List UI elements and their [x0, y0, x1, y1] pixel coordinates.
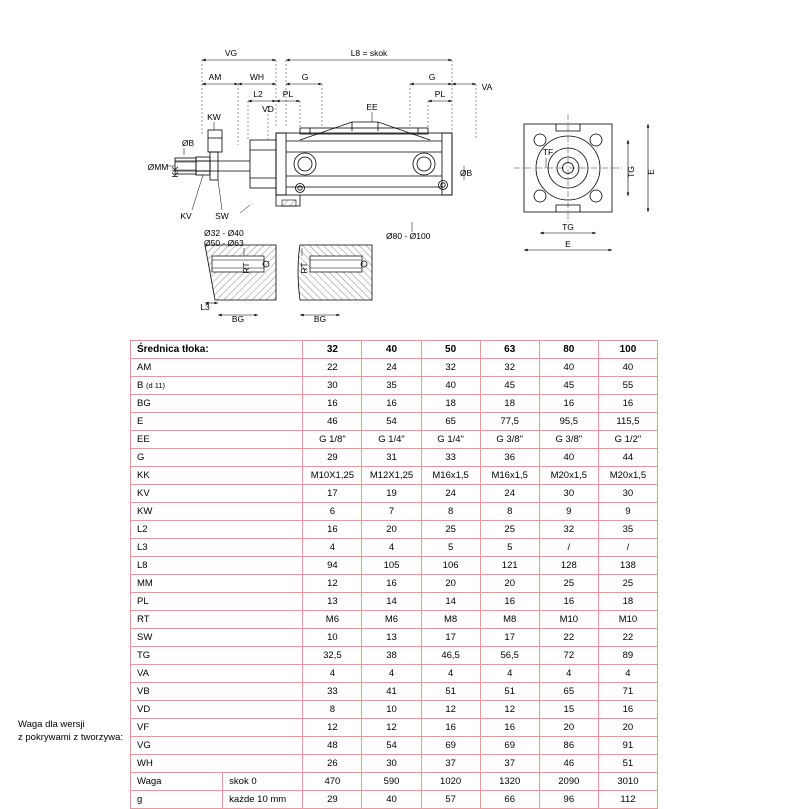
label-range-80-100: Ø80 - Ø100	[386, 231, 431, 241]
specification-table-body	[131, 341, 658, 809]
table-header-label: Średnica tłoka:	[131, 341, 303, 359]
label-e-right: E	[646, 169, 656, 175]
label-bg-left: BG	[231, 314, 245, 324]
table-cell: 10	[362, 701, 421, 719]
table-cell: 51	[480, 683, 539, 701]
table-cell: 121	[480, 557, 539, 575]
table-row	[131, 557, 658, 575]
table-row	[131, 737, 658, 755]
table-cell: M8	[421, 611, 480, 629]
label-l2: L2	[253, 89, 263, 99]
table-cell: 54	[362, 737, 421, 755]
table-cell: 46	[303, 413, 362, 431]
table-cell: 17	[303, 485, 362, 503]
table-row-label: VD	[131, 701, 303, 719]
table-row-label: VB	[131, 683, 303, 701]
table-cell: 16	[480, 593, 539, 611]
table-cell: M6	[362, 611, 421, 629]
table-row-label: Waga	[131, 773, 223, 791]
table-cell: 4	[303, 539, 362, 557]
table-cell: 46	[539, 755, 598, 773]
table-cell: G 1/8"	[303, 431, 362, 449]
table-cell: 16	[421, 719, 480, 737]
table-header-row	[131, 341, 658, 359]
specification-table	[130, 340, 658, 809]
table-row	[131, 629, 658, 647]
label-range-50-63: Ø50 - Ø63	[204, 238, 244, 248]
table-row	[131, 503, 658, 521]
table-row-label: L8	[131, 557, 303, 575]
table-cell: 18	[598, 593, 657, 611]
table-row	[131, 539, 658, 557]
table-row	[131, 701, 658, 719]
table-cell: 12	[303, 719, 362, 737]
table-cell: 66	[480, 791, 539, 809]
table-row-label: MM	[131, 575, 303, 593]
label-vb: ØB	[459, 168, 473, 178]
table-row	[131, 575, 658, 593]
table-cell: 12	[421, 701, 480, 719]
table-row	[131, 593, 658, 611]
table-row	[131, 431, 658, 449]
table-cell: 54	[362, 413, 421, 431]
table-cell: 4	[480, 665, 539, 683]
label-va: VA	[481, 82, 493, 92]
table-cell: 12	[480, 701, 539, 719]
label-rt-right: RT	[299, 262, 309, 274]
table-cell: 20	[598, 719, 657, 737]
table-cell: 3010	[598, 773, 657, 791]
table-cell: G 1/4"	[362, 431, 421, 449]
table-row-label: AM	[131, 359, 303, 377]
table-cell: 30	[362, 755, 421, 773]
table-cell: 32	[421, 359, 480, 377]
table-row	[131, 521, 658, 539]
table-cell: 25	[421, 521, 480, 539]
label-vg: VG	[224, 48, 238, 58]
table-cell: M10X1,25	[303, 467, 362, 485]
table-row-label: G	[131, 449, 303, 467]
table-cell: 4	[539, 665, 598, 683]
table-cell: 17	[480, 629, 539, 647]
table-cell: G 1/2"	[598, 431, 657, 449]
label-b: ØB	[181, 138, 195, 148]
table-cell: /	[598, 539, 657, 557]
table-cell: 590	[362, 773, 421, 791]
table-row-weight	[131, 773, 658, 791]
label-tg-bottom: TG	[562, 222, 574, 232]
table-cell: 44	[598, 449, 657, 467]
table-row-label: VF	[131, 719, 303, 737]
table-cell: 37	[421, 755, 480, 773]
table-cell: 45	[480, 377, 539, 395]
table-cell: 1320	[480, 773, 539, 791]
table-cell: 77,5	[480, 413, 539, 431]
table-cell: 128	[539, 557, 598, 575]
table-row-sublabel: każde 10 mm	[223, 791, 303, 809]
table-cell: 51	[421, 683, 480, 701]
table-cell: 40	[598, 359, 657, 377]
table-cell: 86	[539, 737, 598, 755]
table-cell: 20	[539, 719, 598, 737]
table-cell: 36	[480, 449, 539, 467]
table-row	[131, 467, 658, 485]
table-header-diameter: 40	[362, 341, 421, 359]
table-row-label: E	[131, 413, 303, 431]
table-cell: 16	[303, 395, 362, 413]
table-cell: M20x1,5	[539, 467, 598, 485]
table-cell: 470	[303, 773, 362, 791]
table-row-label: KK	[131, 467, 303, 485]
table-row	[131, 377, 658, 395]
label-pl-right: PL	[434, 89, 446, 99]
label-pl-left: PL	[282, 89, 294, 99]
table-cell: 25	[480, 521, 539, 539]
table-cell: 22	[303, 359, 362, 377]
table-cell: 22	[539, 629, 598, 647]
table-cell: 138	[598, 557, 657, 575]
table-header-diameter: 100	[598, 341, 657, 359]
table-cell: 16	[539, 593, 598, 611]
table-cell: 12	[362, 719, 421, 737]
table-cell: 16	[598, 701, 657, 719]
label-kk: KK	[170, 166, 180, 178]
table-cell: M8	[480, 611, 539, 629]
table-cell: 19	[362, 485, 421, 503]
table-cell: 20	[362, 521, 421, 539]
table-cell: 35	[362, 377, 421, 395]
table-cell: 17	[421, 629, 480, 647]
table-cell: 38	[362, 647, 421, 665]
table-cell: 9	[539, 503, 598, 521]
table-row	[131, 611, 658, 629]
table-cell: /	[539, 539, 598, 557]
table-row-label: KW	[131, 503, 303, 521]
label-l3: L3	[200, 302, 210, 312]
table-cell: 14	[421, 593, 480, 611]
table-cell: 94	[303, 557, 362, 575]
table-cell: M10	[598, 611, 657, 629]
table-cell: G 1/4"	[421, 431, 480, 449]
table-row	[131, 647, 658, 665]
label-wh: WH	[249, 72, 265, 82]
table-row-sublabel: skok 0	[223, 773, 303, 791]
table-row	[131, 449, 658, 467]
table-cell: 48	[303, 737, 362, 755]
table-cell: 8	[303, 701, 362, 719]
table-cell: 40	[539, 449, 598, 467]
table-cell: 24	[421, 485, 480, 503]
table-cell: 18	[421, 395, 480, 413]
table-cell: 5	[480, 539, 539, 557]
table-cell: 33	[303, 683, 362, 701]
table-cell: 26	[303, 755, 362, 773]
table-cell: 4	[421, 665, 480, 683]
table-cell: 106	[421, 557, 480, 575]
table-cell: 29	[303, 449, 362, 467]
table-cell: 30	[303, 377, 362, 395]
table-cell: 6	[303, 503, 362, 521]
table-cell: 115,5	[598, 413, 657, 431]
weight-note	[18, 718, 133, 744]
table-row	[131, 665, 658, 683]
table-row-label: EE	[131, 431, 303, 449]
table-row-label: BG	[131, 395, 303, 413]
table-cell: G 3/8"	[539, 431, 598, 449]
table-cell: 20	[480, 575, 539, 593]
table-row-label: L2	[131, 521, 303, 539]
table-cell: 22	[598, 629, 657, 647]
label-sw: SW	[215, 211, 229, 221]
table-cell: 96	[539, 791, 598, 809]
label-kv: KV	[180, 211, 192, 221]
table-row	[131, 359, 658, 377]
label-e-bottom: E	[565, 239, 571, 249]
table-header-diameter: 50	[421, 341, 480, 359]
label-am: AM	[208, 72, 222, 82]
table-cell: 8	[480, 503, 539, 521]
table-row-label: g	[131, 791, 223, 809]
label-vd: VD	[262, 104, 274, 114]
table-cell: 25	[598, 575, 657, 593]
table-row-label: SW	[131, 629, 303, 647]
table-cell: 8	[421, 503, 480, 521]
table-cell: 1020	[421, 773, 480, 791]
table-row-label: VG	[131, 737, 303, 755]
table-cell: 65	[539, 683, 598, 701]
label-mm: ØMM	[147, 162, 169, 172]
label-range-32-40: Ø32 - Ø40	[204, 228, 244, 238]
table-cell: 20	[421, 575, 480, 593]
table-row-label: RT	[131, 611, 303, 629]
table-cell: 30	[598, 485, 657, 503]
table-row-label: L3	[131, 539, 303, 557]
table-cell: 95,5	[539, 413, 598, 431]
table-cell: 32	[480, 359, 539, 377]
table-cell: 32,5	[303, 647, 362, 665]
table-cell: 30	[539, 485, 598, 503]
table-header-diameter: 80	[539, 341, 598, 359]
table-cell: 45	[539, 377, 598, 395]
table-cell: 18	[480, 395, 539, 413]
table-cell: 33	[421, 449, 480, 467]
table-cell: 2090	[539, 773, 598, 791]
table-cell: 72	[539, 647, 598, 665]
table-cell: 40	[421, 377, 480, 395]
table-row-label: WH	[131, 755, 303, 773]
table-cell: 4	[362, 539, 421, 557]
label-g-right: G	[428, 72, 436, 82]
table-cell: M6	[303, 611, 362, 629]
table-cell: 16	[362, 575, 421, 593]
table-cell: M16x1,5	[480, 467, 539, 485]
table-cell: 4	[362, 665, 421, 683]
table-cell: 10	[303, 629, 362, 647]
technical-drawing	[0, 0, 800, 330]
table-cell: 40	[362, 791, 421, 809]
table-cell: 16	[303, 521, 362, 539]
table-row-label: B (d 11)	[131, 377, 303, 395]
table-cell: 29	[303, 791, 362, 809]
table-row-label: TG	[131, 647, 303, 665]
table-row	[131, 413, 658, 431]
table-cell: 71	[598, 683, 657, 701]
table-cell: 16	[362, 395, 421, 413]
table-cell: 24	[480, 485, 539, 503]
table-cell: 25	[539, 575, 598, 593]
table-row	[131, 683, 658, 701]
table-header-diameter: 63	[480, 341, 539, 359]
table-row	[131, 395, 658, 413]
table-cell: 51	[598, 755, 657, 773]
table-cell: 7	[362, 503, 421, 521]
table-cell: 37	[480, 755, 539, 773]
specification-table-wrapper	[130, 340, 658, 809]
table-cell: 5	[421, 539, 480, 557]
label-g-left: G	[301, 72, 309, 82]
label-tf: TF	[542, 147, 554, 157]
table-cell: 4	[303, 665, 362, 683]
table-cell: 112	[598, 791, 657, 809]
label-l8: L8 = skok	[350, 48, 388, 58]
table-row	[131, 719, 658, 737]
table-cell: 15	[539, 701, 598, 719]
weight-note-line-1: Waga dla wersji	[18, 719, 85, 730]
table-cell: 89	[598, 647, 657, 665]
table-row-label: VA	[131, 665, 303, 683]
label-bg-right: BG	[313, 314, 327, 324]
table-row-label: PL	[131, 593, 303, 611]
table-cell: 16	[539, 395, 598, 413]
table-cell: 56,5	[480, 647, 539, 665]
table-row-label: KV	[131, 485, 303, 503]
table-cell: 69	[480, 737, 539, 755]
table-cell: 69	[421, 737, 480, 755]
table-cell: 41	[362, 683, 421, 701]
table-cell: 46,5	[421, 647, 480, 665]
table-cell: 14	[362, 593, 421, 611]
table-cell: M16x1,5	[421, 467, 480, 485]
label-tg-right: TG	[626, 166, 636, 178]
table-cell: 16	[598, 395, 657, 413]
table-cell: 40	[539, 359, 598, 377]
weight-note-line-2: z pokrywami z tworzywa:	[18, 732, 124, 743]
table-cell: 9	[598, 503, 657, 521]
table-cell: M12X1,25	[362, 467, 421, 485]
table-cell: M20x1,5	[598, 467, 657, 485]
table-cell: 12	[303, 575, 362, 593]
table-cell: M10	[539, 611, 598, 629]
table-row	[131, 755, 658, 773]
table-cell: G 3/8"	[480, 431, 539, 449]
table-cell: 4	[598, 665, 657, 683]
table-cell: 24	[362, 359, 421, 377]
table-cell: 13	[303, 593, 362, 611]
table-cell: 13	[362, 629, 421, 647]
table-header-diameter: 32	[303, 341, 362, 359]
table-cell: 35	[598, 521, 657, 539]
table-cell: 65	[421, 413, 480, 431]
table-cell: 55	[598, 377, 657, 395]
label-kw: KW	[207, 112, 221, 122]
table-cell: 32	[539, 521, 598, 539]
table-row	[131, 485, 658, 503]
label-rt-left: RT	[241, 262, 251, 274]
table-cell: 31	[362, 449, 421, 467]
table-cell: 105	[362, 557, 421, 575]
table-cell: 16	[480, 719, 539, 737]
table-cell: 57	[421, 791, 480, 809]
label-ee: EE	[366, 102, 378, 112]
table-cell: 91	[598, 737, 657, 755]
